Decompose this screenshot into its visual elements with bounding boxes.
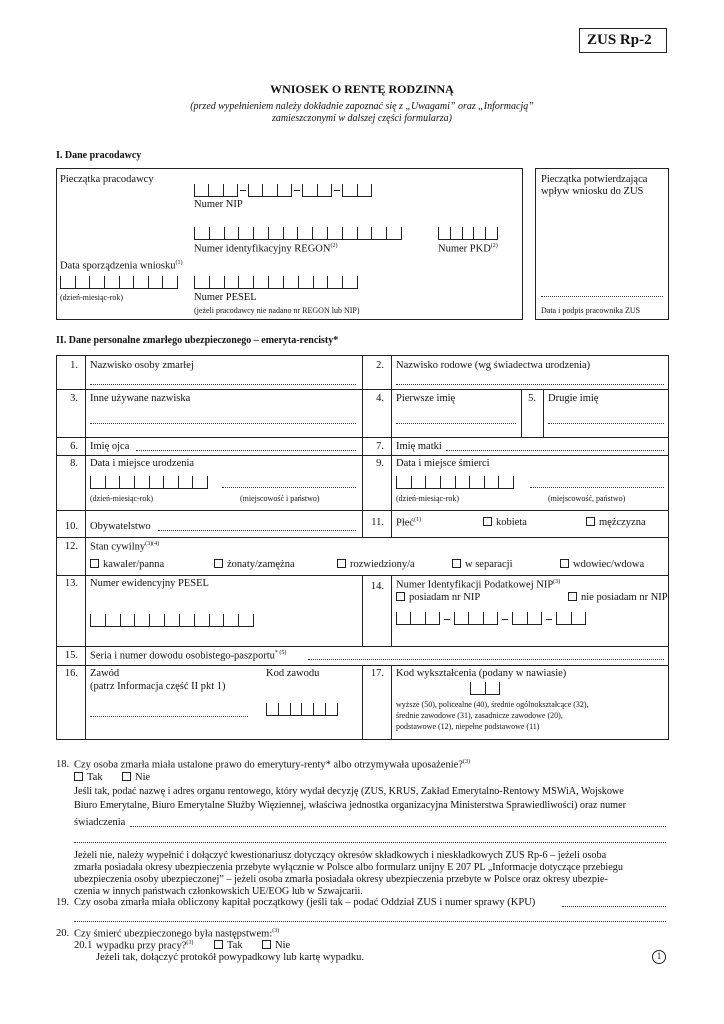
creation-date-cells[interactable]: [60, 276, 178, 289]
q18-yes-checkbox[interactable]: Tak: [74, 772, 103, 783]
citizenship-field[interactable]: [158, 530, 356, 531]
section1-heading: I. Dane pracodawcy: [56, 150, 142, 161]
mother-name-label: Imię matki: [396, 441, 442, 452]
marital-status-label: Stan cywilny$^{(3)(4)}$: [90, 541, 160, 553]
female-checkbox[interactable]: kobieta: [483, 517, 527, 528]
first-name-label: Pierwsze imię: [396, 393, 456, 404]
q18-if-no-2: zmarła posiadała okresy ubezpieczenia przebyte wyłącznie w Polsce albo formularz unijny E 207 PL „Informacje dotyczące przebiegu: [74, 862, 623, 873]
marital-single-checkbox[interactable]: kawaler/panna: [90, 559, 164, 570]
death-date-cells[interactable]: [396, 476, 514, 489]
benefit-number-field[interactable]: [130, 826, 666, 827]
occupation-code-label: Kod zawodu: [266, 668, 320, 679]
occupation-field[interactable]: [90, 716, 248, 717]
education-list-2: średnie zawodowe (31), zasadnicze zawodowe (20),: [396, 711, 563, 720]
marital-married-checkbox[interactable]: żonaty/zamężna: [214, 559, 295, 570]
marital-divorced-checkbox[interactable]: rozwiedziony/a: [337, 559, 415, 570]
occupation-note: (patrz Informacja część II pkt 1): [90, 681, 226, 692]
second-name-field[interactable]: [548, 423, 664, 424]
birth-surname-label: Nazwisko rodowe (wg świadectwa urodzenia): [396, 360, 591, 371]
male-checkbox[interactable]: mężczyzna: [586, 517, 646, 528]
marital-separated-checkbox[interactable]: w separacji: [452, 559, 513, 570]
father-name-field[interactable]: [136, 450, 356, 451]
q18-if-yes-1: Jeśli tak, podać nazwę i adres organu rentowego, który wydał decyzję (ZUS, KRUS, Zakład Emerytalno-Rentowy MSWiA, Wojskowe: [74, 786, 624, 797]
nip-cells-4[interactable]: [342, 184, 372, 197]
personal-nip-cells-2[interactable]: [454, 612, 498, 625]
occupation-label: Zawód: [90, 668, 120, 679]
birth-date-cells[interactable]: [90, 476, 208, 489]
q20-number: 20.: [56, 928, 70, 939]
employer-stamp-label: Pieczątka pracodawcy: [60, 174, 154, 185]
form-code: ZUS Rp-2: [587, 32, 652, 48]
birth-date-place-label: Data i miejsce urodzenia: [90, 458, 195, 469]
regon-label: Numer identyfikacyjny REGON$^{(2)}$: [194, 243, 338, 255]
nip-label: Numer NIP: [194, 199, 243, 210]
zus-stamp-label-1: Pieczątka potwierdzająca: [541, 174, 648, 185]
sex-label: Płeć$^{(1)}$: [396, 517, 422, 529]
pesel-cells[interactable]: [90, 614, 254, 627]
personal-nip-cells-4[interactable]: [556, 612, 586, 625]
employer-pesel-label: Numer PESEL: [194, 292, 257, 303]
other-surnames-label: Inne używane nazwiska: [90, 393, 191, 404]
q18-if-no-3: ubezpieczenia osoby ubezpieczonej” – jeżeli osoba zmarła posiadała okresy ubezpieczenia przebyte w Polsce oraz okresy ubezpie-: [74, 874, 608, 885]
zus-stamp-label-2: wpływ wniosku do ZUS: [541, 186, 644, 197]
marital-widowed-checkbox[interactable]: wdowiec/wdowa: [560, 559, 644, 570]
birth-surname-field[interactable]: [396, 384, 664, 385]
q19-field[interactable]: [562, 906, 666, 907]
page-number: 1: [656, 951, 662, 961]
education-list-3: podstawowe (12), niepełne podstawowe (11): [396, 722, 540, 731]
form-subtitle-2: zamieszczonymi w dalszej części formularza): [272, 113, 452, 124]
has-nip-checkbox[interactable]: posiadam nr NIP: [396, 592, 480, 603]
education-label: Kod wykształcenia (podany w nawiasie): [396, 668, 567, 679]
q18-if-no-1: Jeżeli nie, należy wypełnić i dołączyć kwestionariusz dotyczący okresów składkowych i nieskładkowych ZUS Rp-6 – jeżeli osoba: [74, 850, 607, 861]
deceased-surname-field[interactable]: [90, 384, 356, 385]
citizenship-label: Obywatelstwo: [90, 521, 151, 532]
q20-1-question: wypadku przy pracy?$^{(3)}$: [96, 940, 194, 952]
pkd-label: Numer PKD$^{(2)}$: [438, 243, 498, 255]
benefit-number-label: świadczenia: [74, 817, 126, 828]
q19-question: Czy osoba zmarła miała obliczony kapitał początkowy (jeśli tak – podać Oddział ZUS i numer sprawy (KPU): [74, 897, 536, 908]
employer-pesel-cells[interactable]: [194, 276, 358, 289]
deceased-surname-label: Nazwisko osoby zmarłej: [90, 360, 194, 371]
pesel-label: Numer ewidencyjny PESEL: [90, 578, 209, 589]
mother-name-field[interactable]: [446, 450, 664, 451]
q18-no-checkbox[interactable]: Nie: [122, 772, 150, 783]
q19-field-2[interactable]: [74, 921, 666, 922]
q18-if-no-4: czenia w innych państwach członkowskich UE/EOG lub w Szwajcarii.: [74, 886, 363, 897]
benefit-number-field-2[interactable]: [74, 842, 666, 843]
nip-cells-2[interactable]: [248, 184, 292, 197]
death-date-place-label: Data i miejsce śmierci: [396, 458, 490, 469]
q20-1-note: Jeżeli tak, dołączyć protokół powypadkowy lub kartę wypadku.: [96, 952, 364, 963]
q18-question: Czy osoba zmarła miała ustalone prawo do emerytury-renty* albo otrzymywała uposażenie?$^{(3)}$: [74, 759, 470, 771]
no-nip-checkbox[interactable]: nie posiadam nr NIP: [568, 592, 668, 603]
q18-if-yes-2: Biuro Emerytalne, Biuro Emerytalne Służby Więziennej, właściwa jednostka organizacyjna Ministerstwa Sprawiedliwości) oraz numer: [74, 800, 627, 811]
q20-1-number: 20.1: [74, 940, 93, 951]
personal-nip-cells-1[interactable]: [396, 612, 440, 625]
regon-cells[interactable]: [194, 227, 402, 240]
q20-question: Czy śmierć ubezpieczonego była następstwem:$^{(3)}$: [74, 928, 280, 940]
id-document-label: Seria i numer dowodu osobistego-paszportu$^{* (5)}$: [90, 650, 287, 662]
q19-number: 19.: [56, 897, 70, 908]
birth-place-field[interactable]: [222, 487, 356, 488]
q20-1-yes-checkbox[interactable]: Tak: [214, 940, 243, 951]
zus-sign-line[interactable]: [541, 296, 663, 297]
first-name-field[interactable]: [396, 423, 516, 424]
form-subtitle-1: (przed wypełnieniem należy dokładnie zapoznać się z „Uwagami” oraz „Informacją”: [190, 101, 534, 112]
nip-cells-3[interactable]: [302, 184, 332, 197]
q18-number: 18.: [56, 759, 70, 770]
zus-sign-label: Data i podpis pracownika ZUS: [541, 306, 641, 315]
id-document-field[interactable]: [308, 659, 664, 660]
other-surnames-field[interactable]: [90, 423, 356, 424]
education-code-cells[interactable]: [470, 682, 500, 695]
form-title: WNIOSEK O RENTĘ RODZINNĄ: [270, 82, 454, 96]
occupation-code-cells[interactable]: [266, 703, 338, 716]
personal-nip-cells-3[interactable]: [512, 612, 542, 625]
pkd-cells[interactable]: [438, 227, 498, 240]
section2-heading: II. Dane personalne zmarłego ubezpieczonego – emeryta-rencisty*: [56, 335, 339, 346]
death-place-field[interactable]: [530, 487, 664, 488]
employer-pesel-note: (jeżeli pracodawcy nie nadano nr REGON lub NIP): [194, 306, 360, 315]
second-name-label: Drugie imię: [548, 393, 599, 404]
nip-label-personal: Numer Identyfikacji Podatkowej NIP$^{(3)}$: [396, 579, 561, 591]
q20-1-no-checkbox[interactable]: Nie: [262, 940, 290, 951]
education-list-1: wyższe (50), policealne (40), średnie ogólnokształcące (32),: [396, 700, 589, 709]
creation-date-label: Data sporządzenia wniosku$^{(1)}$: [60, 260, 183, 272]
nip-cells-1[interactable]: [194, 184, 238, 197]
creation-date-format: (dzień-miesiąc-rok): [60, 293, 124, 302]
father-name-label: Imię ojca: [90, 441, 130, 452]
